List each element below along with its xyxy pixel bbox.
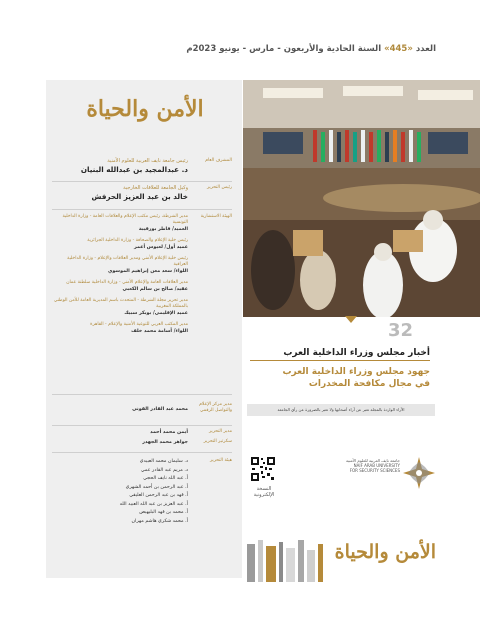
general-supervisor-label: المشرف العام — [205, 158, 232, 163]
advisory-name: اللواء/ أسامة محمد خلف — [131, 329, 188, 334]
advisory-name: عميد أول/ لعيوس أعمر — [134, 245, 188, 250]
editor-label: رئيس التحرير — [206, 185, 232, 190]
disclaimer: الآراء الواردة بالمجلة تعبر عن آراء أصحابها ولا تعبر بالضرورة عن رأي الجامعة — [247, 404, 435, 416]
media-center-label: مدير مركز الإعلام والتواصل الرقمي — [199, 402, 232, 413]
media-center-director — [52, 402, 232, 422]
divider — [52, 181, 232, 182]
board-member: أ. محمد شكري هاشم مهران — [131, 518, 188, 524]
secretary-label: سكرتير التحرير — [203, 439, 232, 444]
media-center-name: محمد عبد القادر القوني — [132, 407, 188, 412]
article-title: أخبار مجلس وزراء الداخلية العرب — [250, 348, 430, 361]
divider — [52, 452, 232, 453]
editorial-board — [52, 458, 232, 534]
subtitle-line: جهود مجلس وزراء الداخلية العرب — [282, 367, 430, 377]
conference-photo — [243, 80, 480, 317]
advisory-name: اللواء/ سعد معن إبراهيم الموسوي — [107, 269, 188, 274]
board-member: أ. عبد العزيز بن عبد الله العبيد الله — [119, 501, 188, 507]
masthead-title: الأمن والحياة — [86, 96, 204, 122]
general-supervisor-name: د. عبدالمجيد بن عبدالله البنيان — [80, 165, 188, 174]
board-member: أ. فهد بن عبد الرحمن العليقي — [129, 493, 188, 498]
board-member: د. مريم عبد القادر عمي — [140, 467, 188, 473]
qr-code-icon[interactable] — [250, 456, 276, 482]
advisory-role: مدير تحرير مجلة الشرطة - المتحدث باسم المديرية العامة للأمن الوطني بالمملكة المغربية — [53, 298, 188, 309]
managing-name: أيمن محمد أحمد — [150, 430, 188, 435]
advisory-role: مدير العلاقات العامة والإعلام الأمني - وزارة الداخلية سلطنة عمان — [66, 280, 188, 285]
university-arabic: جامعة نايف العربية للعلوم الأمنية — [346, 458, 400, 463]
divider — [52, 394, 232, 395]
managing-editor — [52, 429, 232, 439]
footer-title: الأمن والحياة — [334, 541, 436, 563]
editor-role: وكيل الجامعة للعلاقات الخارجية — [123, 185, 188, 191]
board-label: هيئة التحرير — [209, 458, 232, 463]
decorative-bars — [247, 540, 327, 582]
secretary-name: جواهر محمد الجهدر — [142, 440, 188, 445]
caption-pointer — [345, 316, 357, 323]
advisory-role: رئيس خلية الإعلام والصحافة - وزارة الداخلية الجزائرية — [87, 238, 188, 243]
university-emblem-icon — [402, 456, 436, 490]
board-member: أ. محمد بن فهد البليهيص — [139, 510, 188, 515]
university-english-1: NAIF ARAB UNIVERSITY — [353, 463, 400, 468]
advisory-board — [52, 214, 232, 374]
divider — [52, 209, 232, 210]
divider — [52, 425, 232, 426]
advisory-label: الهيئة الاستشارية — [200, 214, 232, 219]
subtitle-line: في مجال مكافحة المخدرات — [308, 379, 430, 389]
advisory-name: العميد/ فاطر بورقيبة — [138, 227, 188, 232]
university-name — [336, 458, 400, 473]
managing-label: مدير التحرير — [208, 429, 232, 434]
issue-number: «445» — [384, 44, 413, 54]
advisory-name: عقيد/ صالح بن سالم الكعبي — [122, 287, 188, 292]
university-english-2: FOR SECURITY SCIENCES — [349, 468, 400, 473]
issue-details: السنة الحادية والأربعون - مارس - يونيو 2023م — [186, 44, 382, 54]
electronic-version-label: النسخة الإلكترونية — [253, 486, 275, 498]
article-subtitle — [250, 366, 430, 390]
board-member: أ. عبد الله نايف الحجي — [143, 476, 188, 481]
editor-in-chief — [52, 185, 232, 207]
advisory-name: عميد الإقليمي/ بوبكر سبيك — [124, 311, 188, 316]
general-supervisor-role: رئيس جامعة نايف العربية للعلوم الأمنية — [107, 158, 188, 164]
advisory-role: مدير المكتب العربي للتوعية الأمنية والإعلام - القاهرة — [90, 322, 188, 327]
university-logo — [336, 456, 436, 492]
advisory-role: مدير الشرطة، رئيس مكتب الإعلام والعلاقات العامة - وزارة الداخلية التونسية — [62, 214, 188, 225]
page-number: 32 — [388, 320, 414, 341]
editor-name: خالد بن عبد العزيز الحرفش — [91, 192, 188, 201]
board-member: أ. عبد الرحمن بن أحمد الشهري — [125, 484, 188, 490]
general-supervisor — [52, 158, 232, 180]
advisory-role: رئيس خلية الإعلام الأمني ومدير العلاقات والإعلام - وزارة الداخلية العراقية — [67, 256, 188, 267]
board-member: د. سليمان محمد العبيدي — [139, 459, 188, 464]
issue-header — [56, 44, 436, 54]
editorial-secretary — [52, 439, 232, 449]
issue-prefix: العدد — [415, 44, 436, 54]
